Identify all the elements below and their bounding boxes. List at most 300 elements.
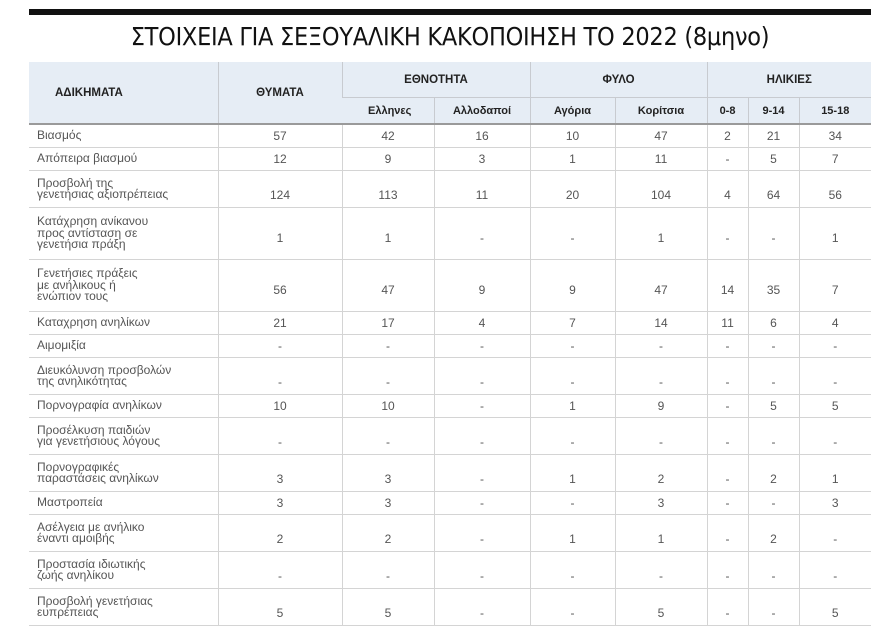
offense-label-line: έναντι αμοιβής [37,531,115,545]
cell-value: 2 [384,532,392,546]
value-cell-a9-14 [748,418,799,455]
value-cell-victims [218,208,342,260]
cell-value: 7 [831,152,839,166]
cell-value: - [570,230,575,245]
value-cell-greeks [342,335,434,358]
cell-value: 47 [654,282,668,297]
offense-label-line: Βιασμός [37,128,82,143]
offense-cell [29,395,218,418]
cell-value: - [771,375,776,389]
value-cell-victims [218,395,342,418]
value-cell-greeks [342,515,434,552]
cell-value: - [833,569,838,583]
offense-cell [29,171,218,208]
value-cell-a0-8 [707,589,748,626]
value-cell-a9-14 [748,312,799,335]
offense-cell [29,312,218,335]
cell-value: 57 [273,129,287,143]
cell-value: 5 [276,606,284,620]
value-cell-a0-8 [707,492,748,515]
header-boys: Αγόρια [530,98,615,125]
offense-cell [29,455,218,492]
value-cell-a0-8 [707,455,748,492]
value-cell-boys [530,124,615,148]
cell-value: 1 [569,532,576,546]
value-cell-a9-14 [748,148,799,171]
value-cell-a0-8 [707,312,748,335]
cell-value: - [833,532,838,546]
value-cell-boys [530,455,615,492]
cell-value: 56 [273,282,287,297]
value-cell-victims [218,358,342,395]
value-cell-girls [615,395,707,418]
cell-value: 4 [478,316,486,330]
cell-value: 5 [770,152,777,166]
cell-value: - [570,435,575,449]
value-cell-girls [615,552,707,589]
value-cell-a9-14 [748,515,799,552]
cell-value: - [570,375,575,389]
cell-value: 14 [720,282,735,297]
cell-value: - [570,569,575,583]
value-cell-a9-14 [748,492,799,515]
offense-cell [29,589,218,626]
value-cell-a15-18 [799,208,871,260]
value-cell-foreigners [434,208,530,260]
cell-value: - [725,435,730,449]
value-cell-a0-8 [707,260,748,312]
value-cell-girls [615,455,707,492]
cell-value: 4 [724,188,731,202]
cell-value: - [386,375,390,389]
value-cell-a15-18 [799,552,871,589]
cell-value: 20 [565,188,580,202]
value-cell-victims [218,552,342,589]
value-cell-foreigners [434,148,530,171]
cell-value: 5 [831,399,839,413]
header-nationality: ΕΘΝΟΤΗΤΑ [342,62,530,98]
value-cell-a0-8 [707,148,748,171]
cell-value: - [771,435,776,449]
offense-label-line: Αιμομιξία [37,338,86,353]
value-cell-girls [615,418,707,455]
cell-value: 35 [766,282,781,297]
offense-label-line: με ανήλικους ή [37,277,116,292]
cell-value: 7 [831,282,839,297]
cell-value: 1 [657,230,665,245]
cell-value: - [659,435,664,449]
value-cell-foreigners [434,418,530,455]
value-cell-a0-8 [707,124,748,148]
cell-value: 124 [269,188,291,202]
header-age-15-18: 15-18 [799,98,871,125]
value-cell-boys [530,589,615,626]
value-cell-greeks [342,455,434,492]
page-title: ΣΤΟΙΧΕΙΑ ΓΙΑ ΣΕΞΟΥΑΛΙΚΗ ΚΑΚΟΠΟΙΗΣΗ ΤΟ 2022 (8μηνο) [130,22,770,51]
offense-label-line: της ανηλικότητας [37,374,127,388]
cell-value: - [480,399,484,413]
header-girls: Κορίτσια [615,98,707,125]
value-cell-greeks [342,552,434,589]
value-cell-victims [218,335,342,358]
value-cell-girls [615,260,707,312]
header-ages: ΗΛΙΚΙΕΣ [707,62,871,98]
value-cell-a0-8 [707,358,748,395]
offense-label-line: Γενετήσιες πράξεις [37,266,138,281]
table-row [29,418,871,455]
cell-value: 1 [657,532,665,546]
cell-value: 1 [831,472,839,486]
value-cell-foreigners [434,552,530,589]
value-cell-a15-18 [799,395,871,418]
value-cell-a0-8 [707,418,748,455]
cell-value: 5 [657,606,665,620]
cell-value: - [725,152,730,166]
table-row [29,455,871,492]
table-row [29,171,871,208]
offense-label-line: Κατάχρηση ανίκανου [37,214,149,229]
value-cell-a9-14 [748,455,799,492]
value-cell-a15-18 [799,589,871,626]
table-row [29,124,871,148]
cell-value: 2 [276,532,284,546]
table-row [29,395,871,418]
value-cell-boys [530,358,615,395]
value-cell-girls [615,335,707,358]
table-row [29,589,871,626]
header-foreigners: Αλλοδαποί [434,98,530,125]
value-cell-foreigners [434,492,530,515]
cell-value: 2 [770,532,777,546]
offense-cell [29,358,218,395]
value-cell-foreigners [434,312,530,335]
cell-value: - [570,496,575,510]
value-cell-a15-18 [799,148,871,171]
cell-value: 3 [384,496,392,510]
value-cell-victims [218,312,342,335]
value-cell-boys [530,492,615,515]
cell-value: - [771,339,776,353]
cell-value: - [570,606,575,620]
offense-label-line: ευπρέπειας [37,605,99,619]
cell-value: 1 [569,399,576,413]
table-body [29,124,871,626]
value-cell-boys [530,515,615,552]
cell-value: 10 [565,129,580,143]
value-cell-a15-18 [799,260,871,312]
header-age-9-14: 9-14 [748,98,799,125]
value-cell-boys [530,148,615,171]
cell-value: 21 [273,316,287,330]
offense-cell [29,208,218,260]
value-cell-boys [530,171,615,208]
value-cell-a9-14 [748,124,799,148]
cell-value: 104 [651,188,672,202]
value-cell-foreigners [434,171,530,208]
cell-value: 21 [766,129,781,143]
value-cell-foreigners [434,124,530,148]
cell-value: 6 [770,316,777,330]
table-row [29,552,871,589]
cell-value: 64 [766,188,781,202]
cell-value: - [725,230,730,245]
cell-value: - [725,532,730,546]
offense-cell [29,418,218,455]
offense-label-line: γενετήσια πράξη [37,237,126,252]
table-row [29,358,871,395]
value-cell-foreigners [434,335,530,358]
cell-value: - [771,230,776,245]
value-cell-greeks [342,492,434,515]
cell-value: - [480,569,484,583]
cell-value: - [771,569,776,583]
cell-value: 14 [654,316,668,330]
value-cell-greeks [342,124,434,148]
cell-value: - [480,375,484,389]
value-cell-victims [218,148,342,171]
cell-value: 9 [569,282,576,297]
value-cell-a9-14 [748,358,799,395]
cell-value: - [833,375,838,389]
value-cell-girls [615,208,707,260]
cell-value: 12 [273,152,287,166]
cell-value: 11 [721,316,734,330]
cell-value: 5 [770,399,777,413]
table-row [29,492,871,515]
value-cell-victims [218,455,342,492]
value-cell-victims [218,515,342,552]
value-cell-girls [615,492,707,515]
value-cell-boys [530,208,615,260]
offense-label-line: Προστασία ιδιωτικής [37,556,146,571]
cell-value: - [725,569,730,583]
cell-value: - [659,339,664,353]
value-cell-a9-14 [748,589,799,626]
cell-value: 3 [276,496,284,510]
value-cell-girls [615,515,707,552]
cell-value: 47 [381,282,395,297]
offense-label-line: Πορνογραφικές [37,459,120,474]
offense-label-line: Μαστροπεία [37,495,103,510]
value-cell-foreigners [434,358,530,395]
header-age-0-8: 0-8 [707,98,748,125]
value-cell-a9-14 [748,171,799,208]
cell-value: 47 [654,129,668,143]
value-cell-a15-18 [799,312,871,335]
cell-value: 34 [828,129,842,143]
cell-value: 56 [828,188,842,202]
value-cell-a0-8 [707,171,748,208]
offense-label-line: Προσβολή της [37,175,114,190]
cell-value: 5 [831,606,839,620]
value-cell-a9-14 [748,260,799,312]
table-row [29,515,871,552]
cell-value: - [480,230,484,245]
cell-value: - [480,472,484,486]
cell-value: 10 [273,399,287,413]
value-cell-a0-8 [707,335,748,358]
header-victims: ΘΥΜΑΤΑ [218,62,342,124]
value-cell-greeks [342,260,434,312]
value-cell-a0-8 [707,208,748,260]
cell-value: - [480,339,484,353]
cell-value: - [771,606,776,620]
value-cell-boys [530,335,615,358]
cell-value: - [278,435,282,449]
value-cell-girls [615,171,707,208]
offense-label-line: Πορνογραφία ανηλίκων [37,398,162,413]
cell-value: 1 [384,230,392,245]
offense-label-line: ζωής ανηλίκου [37,568,115,582]
value-cell-greeks [342,171,434,208]
cell-value: 16 [475,129,489,143]
top-rule [29,9,871,15]
cell-value: 17 [381,316,395,330]
value-cell-a9-14 [748,335,799,358]
header-greeks: Ελληνες [342,98,434,125]
value-cell-victims [218,260,342,312]
value-cell-a15-18 [799,358,871,395]
cell-value: - [570,339,575,353]
cell-value: 113 [378,188,398,202]
cell-value: - [659,375,664,389]
offense-cell [29,552,218,589]
cell-value: 9 [657,399,665,413]
cell-value: 7 [569,316,576,330]
cell-value: 11 [475,188,489,202]
cell-value: - [480,496,484,510]
header-sex: ΦΥΛΟ [530,62,707,98]
value-cell-foreigners [434,589,530,626]
value-cell-boys [530,260,615,312]
offense-label-line: για γενετήσιους λόγους [37,434,160,448]
cell-value: - [386,339,390,353]
cell-value: - [278,569,282,583]
value-cell-a15-18 [799,335,871,358]
value-cell-a15-18 [799,515,871,552]
value-cell-greeks [342,148,434,171]
value-cell-victims [218,492,342,515]
cell-value: - [480,606,484,620]
cell-value: - [725,339,730,353]
value-cell-girls [615,312,707,335]
value-cell-victims [218,589,342,626]
cell-value: 1 [569,472,576,486]
statistics-table [29,62,871,626]
offense-cell [29,515,218,552]
cell-value: - [725,399,730,413]
cell-value: - [480,435,484,449]
value-cell-victims [218,418,342,455]
cell-value: 4 [831,316,839,330]
offense-cell [29,335,218,358]
value-cell-a15-18 [799,492,871,515]
value-cell-greeks [342,589,434,626]
value-cell-girls [615,358,707,395]
cell-value: - [771,496,776,510]
value-cell-greeks [342,395,434,418]
cell-value: - [480,532,484,546]
cell-value: - [386,569,390,583]
offense-label-line: Διευκόλυνση προσβολών [37,362,172,377]
cell-value: 11 [654,152,668,166]
cell-value: 3 [831,496,839,510]
value-cell-a9-14 [748,208,799,260]
value-cell-a15-18 [799,124,871,148]
cell-value: - [386,435,390,449]
cell-value: - [659,569,664,583]
value-cell-a9-14 [748,395,799,418]
cell-value: - [725,472,730,486]
cell-value: 3 [478,152,486,166]
cell-value: - [725,496,730,510]
value-cell-boys [530,312,615,335]
value-cell-boys [530,395,615,418]
offense-label-line: Προσέλκυση παιδιών [37,422,151,437]
cell-value: 1 [276,230,284,245]
offense-cell [29,492,218,515]
value-cell-greeks [342,358,434,395]
value-cell-a15-18 [799,418,871,455]
value-cell-foreigners [434,455,530,492]
cell-value: 5 [384,606,392,620]
offense-label-line: Προσβολή γενετήσιας [37,593,153,608]
value-cell-boys [530,418,615,455]
value-cell-victims [218,171,342,208]
value-cell-greeks [342,312,434,335]
cell-value: - [833,339,838,353]
value-cell-girls [615,148,707,171]
offense-cell [29,260,218,312]
value-cell-greeks [342,418,434,455]
value-cell-a9-14 [748,552,799,589]
value-cell-girls [615,124,707,148]
offense-label-line: γενετήσιας αξιοπρέπειας [37,187,169,201]
cell-value: - [725,606,730,620]
value-cell-a15-18 [799,171,871,208]
cell-value: 2 [724,129,731,143]
cell-value: 3 [384,472,392,486]
value-cell-foreigners [434,515,530,552]
cell-value: 9 [384,152,392,166]
cell-value: - [833,435,838,449]
value-cell-girls [615,589,707,626]
cell-value: 42 [381,129,395,143]
value-cell-a0-8 [707,552,748,589]
table-row [29,312,871,335]
offense-label-line: Ασέλγεια με ανήλικο [37,519,145,534]
value-cell-a0-8 [707,395,748,418]
cell-value: - [278,339,282,353]
cell-value: 2 [657,472,665,486]
offense-label-line: Απόπειρα βιασμού [37,151,138,166]
value-cell-a0-8 [707,515,748,552]
cell-value: 1 [569,152,576,166]
cell-value: 3 [276,472,284,486]
offense-cell [29,124,218,148]
offense-label-line: ενώπιον τους [37,289,109,304]
cell-value: 10 [381,399,395,413]
cell-value: 2 [770,472,777,486]
cell-value: - [725,375,730,389]
cell-value: 1 [831,230,839,245]
value-cell-foreigners [434,395,530,418]
value-cell-a15-18 [799,455,871,492]
cell-value: 3 [657,496,665,510]
header-offenses: ΑΔΙΚΗΜΑΤΑ [29,62,218,124]
cell-value: 9 [478,282,486,297]
value-cell-greeks [342,208,434,260]
